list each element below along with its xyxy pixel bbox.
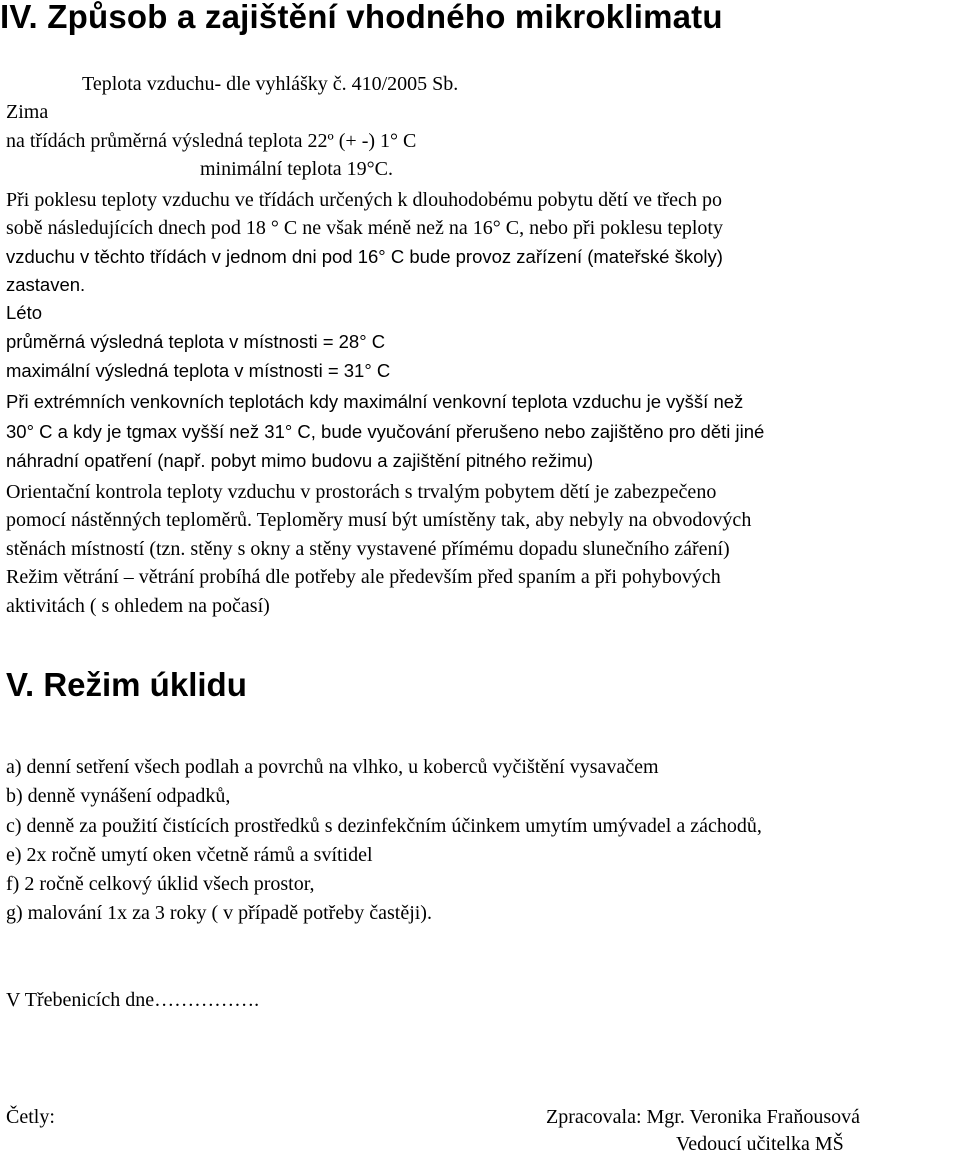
section-v-title: V. Režim úklidu: [6, 666, 247, 703]
summer-paragraph-line: náhradní opatření (např. pobyt mimo budovu a zajištění pitného režimu): [6, 450, 594, 471]
winter-average-temperature: na třídách průměrná výsledná teplota 22º (+ -) 1° C: [6, 130, 417, 152]
winter-heading: Zima: [6, 101, 49, 123]
temperature-control-line: stěnách místností (tzn. stěny s okny a stěny vystavené přímému dopadu slunečního záření): [6, 538, 730, 560]
summer-heading: Léto: [6, 302, 43, 323]
summer-average-temperature: průměrná výsledná teplota v místnosti = 28° C: [6, 331, 386, 352]
summer-maximum-temperature: maximální výsledná teplota v místnosti = 31° C: [6, 360, 391, 381]
prepared-by: Zpracovala: Mgr. Veronika Fraňousová: [546, 1106, 860, 1128]
ventilation-line: aktivitách ( s ohledem na počasí): [6, 595, 270, 617]
winter-minimum-temperature: minimální teplota 19°C.: [200, 158, 393, 180]
signer-role: Vedoucí učitelka MŠ: [676, 1133, 844, 1155]
cleaning-item: b) denně vynášení odpadků,: [6, 785, 231, 807]
summer-paragraph-line: 30° C a kdy je tgmax vyšší než 31° C, bude vyučování přerušeno nebo zajištěno pro děti jiné: [6, 421, 765, 442]
temperature-control-line: pomocí nástěnných teploměrů. Teploměry musí být umístěny tak, aby nebyly na obvodových: [6, 509, 752, 531]
temperature-regulation-line: Teplota vzduchu- dle vyhlášky č. 410/2005 Sb.: [82, 73, 459, 95]
read-by-label: Četly:: [6, 1106, 55, 1128]
cleaning-item: e) 2x ročně umytí oken včetně rámů a svítidel: [6, 844, 373, 866]
winter-paragraph-line: vzduchu v těchto třídách v jednom dni pod 16° C bude provoz zařízení (mateřské školy): [6, 246, 723, 267]
winter-paragraph-line: zastaven.: [6, 274, 86, 295]
place-date-line: V Třebenicích dne…………….: [6, 989, 260, 1011]
temperature-control-line: Orientační kontrola teploty vzduchu v prostorách s trvalým pobytem dětí je zabezpečeno: [6, 481, 717, 503]
winter-paragraph-line: Při poklesu teploty vzduchu ve třídách určených k dlouhodobému pobytu dětí ve třech po: [6, 189, 722, 211]
summer-paragraph-line: Při extrémních venkovních teplotách kdy maximální venkovní teplota vzduchu je vyšší než: [6, 391, 744, 412]
cleaning-item: f) 2 ročně celkový úklid všech prostor,: [6, 873, 315, 895]
cleaning-item: g) malování 1x za 3 roky ( v případě potřeby častěji).: [6, 902, 432, 924]
section-iv-title: IV. Způsob a zajištění vhodného mikroklimatu: [0, 0, 723, 35]
ventilation-line: Režim větrání – větrání probíhá dle potřeby ale především před spaním a při pohybových: [6, 566, 721, 588]
cleaning-item: c) denně za použití čistících prostředků s dezinfekčním účinkem umytím umývadel a záchodů,: [6, 815, 762, 837]
winter-paragraph-line: sobě následujících dnech pod 18 ° C ne však méně než na 16° C, nebo při poklesu teploty: [6, 217, 723, 239]
cleaning-item: a) denní setření všech podlah a povrchů na vlhko, u koberců vyčištění vysavačem: [6, 756, 659, 778]
